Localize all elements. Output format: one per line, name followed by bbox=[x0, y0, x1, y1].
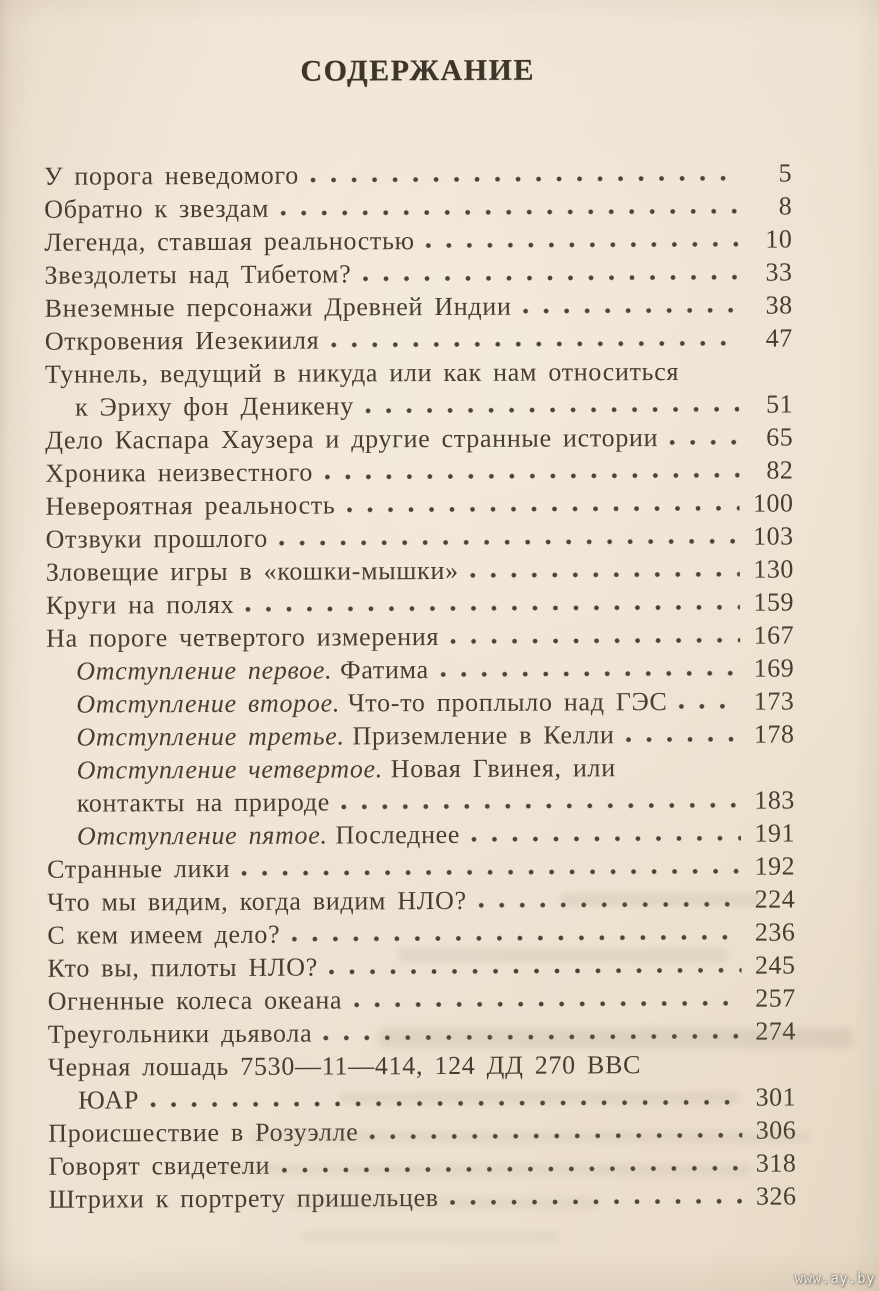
entry-title bbox=[46, 522, 268, 556]
entry-title bbox=[45, 324, 320, 358]
entry-title bbox=[46, 620, 439, 655]
dot-leader bbox=[678, 703, 740, 710]
entry-title bbox=[44, 192, 269, 226]
entry-title bbox=[77, 751, 616, 786]
dot-leader bbox=[362, 274, 738, 283]
bleedthrough-smudge bbox=[560, 893, 760, 906]
page-number: 5 bbox=[778, 158, 793, 188]
page-number: 159 bbox=[753, 587, 794, 617]
entry-title bbox=[46, 588, 234, 622]
toc-entry bbox=[46, 552, 794, 588]
toc-entry bbox=[46, 519, 794, 555]
entry-text: Происшествие в Розуэлле bbox=[48, 1117, 359, 1148]
entry-text: к Эриху фон Деникену bbox=[75, 391, 354, 422]
page-number: 51 bbox=[765, 389, 794, 419]
entry-title bbox=[77, 785, 330, 819]
toc-entry bbox=[45, 321, 793, 357]
entry-title bbox=[46, 554, 459, 589]
entry-title bbox=[45, 355, 679, 391]
entry-text: Что-то проплыло над ГЭС bbox=[347, 687, 668, 718]
entry-text: С кем имеем дело? bbox=[47, 919, 281, 950]
dot-leader bbox=[310, 175, 738, 184]
entry-text: Внеземные персонажи Древней Индии bbox=[44, 291, 512, 323]
dot-leader bbox=[440, 670, 740, 678]
toc-entry bbox=[45, 420, 793, 456]
entry-text: Звездолеты над Тибетом? bbox=[44, 259, 352, 290]
dot-leader bbox=[669, 439, 739, 446]
toc-entry bbox=[46, 651, 794, 687]
dot-leader bbox=[291, 934, 741, 943]
entry-text: Штрихи к портрету пришельцев bbox=[48, 1183, 439, 1214]
toc-entry bbox=[44, 255, 792, 291]
toc-entry bbox=[45, 486, 793, 522]
entry-text: Отзвуки прошлого bbox=[45, 523, 269, 554]
entry-text: Новая Гвинея, или bbox=[390, 753, 616, 784]
dot-leader bbox=[280, 208, 738, 217]
entry-text: На пороге четвертого измерения bbox=[46, 622, 440, 653]
toc-entry bbox=[47, 783, 795, 819]
entry-italic-lead: Отступление пятое. bbox=[76, 820, 328, 851]
entry-text: Фатима bbox=[340, 655, 429, 685]
toc-entry bbox=[46, 684, 794, 720]
dot-leader bbox=[353, 1000, 742, 1009]
dot-leader bbox=[470, 571, 740, 579]
watermark: www.ay.by bbox=[794, 1271, 875, 1287]
dot-leader bbox=[324, 472, 739, 481]
toc-entry bbox=[45, 453, 793, 489]
page-number: 167 bbox=[753, 620, 795, 650]
entry-title bbox=[47, 951, 318, 985]
entry-italic-lead: Отступление первое. bbox=[76, 655, 333, 686]
bleedthrough-smudge bbox=[378, 1028, 853, 1048]
page-number: 236 bbox=[754, 917, 796, 947]
dot-leader bbox=[626, 736, 741, 744]
entry-title bbox=[45, 421, 658, 457]
entry-title bbox=[44, 159, 299, 193]
entry-title bbox=[78, 1083, 139, 1116]
page-number: 191 bbox=[754, 818, 795, 848]
page-number: 100 bbox=[752, 488, 794, 518]
entry-text: Невероятная реальность bbox=[45, 490, 336, 521]
toc-entry bbox=[47, 816, 795, 852]
toc-entry bbox=[47, 915, 795, 951]
entry-text: Круги на полях bbox=[45, 589, 235, 620]
entry-italic-lead: Отступление четвертое. bbox=[76, 754, 384, 785]
entry-text: У порога неведомого bbox=[43, 160, 299, 191]
entry-text: Последнее bbox=[335, 819, 461, 850]
page-number: 326 bbox=[755, 1181, 797, 1211]
entry-text: Дело Каспара Хаузера и другие странные истории bbox=[45, 423, 659, 455]
bleedthrough-smudge bbox=[288, 1197, 598, 1209]
entry-text: Треугольники дьявола bbox=[47, 1018, 313, 1049]
page-number: 318 bbox=[755, 1148, 797, 1178]
toc-entry bbox=[47, 750, 795, 786]
toc-entry bbox=[45, 354, 793, 390]
entry-title bbox=[48, 1048, 641, 1084]
page-number: 103 bbox=[753, 521, 794, 551]
entry-text: Черная лошадь 7530—11—414, 124 ДД 270 ВВС bbox=[47, 1050, 642, 1082]
dot-leader bbox=[330, 340, 738, 349]
toc-entry bbox=[45, 387, 793, 423]
entry-text: Огненные колеса океана bbox=[47, 985, 343, 1016]
page-number: 82 bbox=[766, 455, 794, 485]
entry-title bbox=[47, 884, 467, 919]
entry-title bbox=[77, 818, 460, 853]
entry-text: Что мы видим, когда видим НЛО? bbox=[47, 885, 467, 917]
page-number: 169 bbox=[753, 653, 795, 683]
page-number: 8 bbox=[778, 191, 793, 221]
dot-leader bbox=[241, 868, 741, 877]
entry-title bbox=[47, 852, 230, 886]
entry-title bbox=[47, 918, 280, 952]
page-number: 10 bbox=[765, 224, 793, 254]
dot-leader bbox=[279, 538, 740, 547]
page-number: 130 bbox=[753, 554, 794, 584]
page-number: 183 bbox=[754, 785, 795, 815]
entry-title bbox=[48, 1017, 313, 1051]
entry-text: контакты на природе bbox=[76, 787, 331, 818]
page-number: 173 bbox=[753, 686, 795, 716]
entry-title bbox=[45, 290, 512, 325]
page-number: 245 bbox=[754, 950, 796, 980]
page-number: 192 bbox=[754, 851, 796, 881]
entry-title bbox=[48, 983, 343, 1017]
entry-text: Обратно к звездам bbox=[44, 193, 270, 224]
entry-text: Приземление в Келли bbox=[352, 720, 615, 751]
entry-text: Говорят свидетели bbox=[48, 1150, 271, 1181]
dot-leader bbox=[426, 241, 739, 249]
entry-title bbox=[45, 456, 313, 490]
page-number: 301 bbox=[755, 1082, 797, 1112]
page-number: 178 bbox=[753, 719, 795, 749]
entry-text: Кто вы, пилоты НЛО? bbox=[47, 952, 319, 983]
toc-entry bbox=[45, 288, 793, 324]
bleedthrough-smudge bbox=[340, 1092, 740, 1104]
page-number: 257 bbox=[755, 983, 796, 1013]
entry-title bbox=[44, 257, 351, 291]
entry-italic-lead: Отступление третье. bbox=[76, 721, 345, 752]
entry-italic-lead: Отступление второе. bbox=[76, 688, 341, 719]
dot-leader bbox=[346, 505, 739, 514]
entry-title bbox=[44, 224, 415, 259]
toc-entry bbox=[44, 222, 792, 258]
dot-leader bbox=[341, 802, 741, 811]
entry-title bbox=[76, 653, 429, 688]
entry-text: Странные лики bbox=[47, 853, 231, 884]
dot-leader bbox=[471, 835, 741, 843]
page-number: 33 bbox=[765, 257, 793, 287]
toc-entry bbox=[46, 585, 794, 621]
entry-text: Туннель, ведущий в никуда или как нам относиться bbox=[44, 356, 680, 389]
toc-entry bbox=[46, 717, 794, 753]
dot-leader bbox=[450, 637, 740, 645]
toc-entry bbox=[44, 156, 792, 192]
toc-entry bbox=[44, 189, 792, 225]
entry-title bbox=[45, 488, 335, 522]
entry-text: Откровения Иезекииля bbox=[44, 325, 320, 356]
page-number: 38 bbox=[765, 290, 793, 320]
bleedthrough-smudge bbox=[212, 1164, 752, 1176]
entry-title bbox=[76, 685, 667, 721]
toc-entry bbox=[48, 981, 796, 1017]
bleedthrough-smudge bbox=[398, 948, 728, 962]
entry-text: Хроника неизвестного bbox=[45, 457, 314, 488]
page-number: 306 bbox=[755, 1115, 797, 1145]
dot-leader bbox=[245, 604, 740, 613]
toc-entry bbox=[47, 849, 795, 885]
dot-leader bbox=[523, 307, 739, 315]
toc-list bbox=[44, 156, 797, 1215]
toc-entry bbox=[46, 618, 794, 654]
toc-entry bbox=[48, 1047, 796, 1083]
page-number: 274 bbox=[755, 1016, 796, 1046]
dot-leader bbox=[329, 967, 742, 976]
bleedthrough-smudge bbox=[250, 1131, 810, 1143]
page-number: 47 bbox=[765, 323, 793, 353]
entry-text: ЮАР bbox=[78, 1085, 140, 1115]
page-number: 224 bbox=[754, 884, 796, 914]
page-title: СОДЕРЖАНИЕ bbox=[300, 53, 535, 88]
entry-title bbox=[76, 718, 614, 753]
page-number: 65 bbox=[766, 422, 794, 452]
dot-leader bbox=[365, 406, 739, 415]
bleedthrough-smudge bbox=[300, 1231, 560, 1243]
entry-title bbox=[75, 389, 354, 423]
entry-text: Зловещие игры в «кошки-мышки» bbox=[45, 555, 459, 587]
entry-text: Легенда, ставшая реальностью bbox=[44, 226, 415, 257]
